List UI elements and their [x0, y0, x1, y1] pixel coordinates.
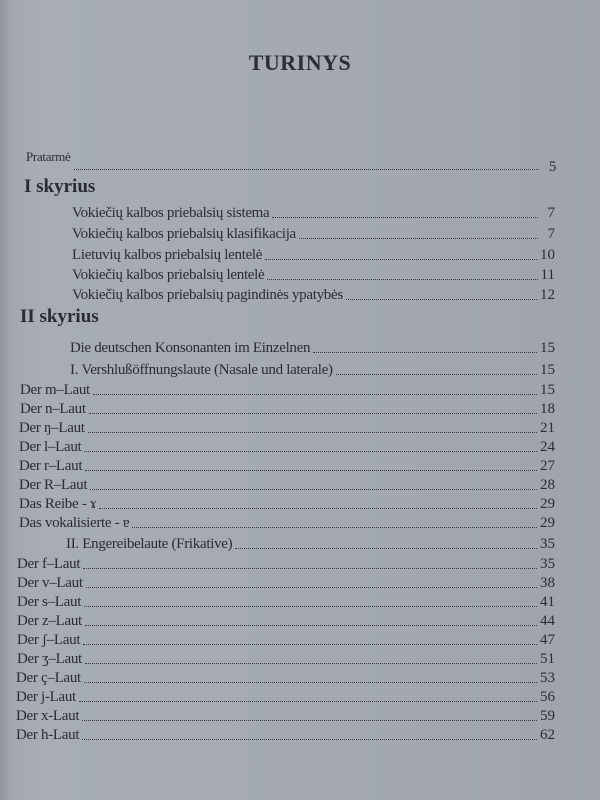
dot-leader [74, 168, 539, 170]
dot-leader [299, 237, 538, 239]
dot-leader [85, 624, 537, 626]
toc-entry [17, 574, 555, 592]
dot-leader [235, 547, 537, 549]
entry-label: Der f–Laut [17, 556, 81, 572]
entry-page: 24 [540, 439, 555, 455]
dot-leader [313, 351, 537, 353]
dot-leader [84, 605, 537, 607]
entry-label: Vokiečių kalbos priebalsių sistema [72, 205, 270, 221]
dot-leader [85, 469, 537, 471]
dot-leader [346, 298, 537, 300]
entry-label: Der j-Laut [16, 689, 76, 705]
entry-label: Lietuvių kalbos priebalsių lentelė [72, 247, 263, 263]
entry-page: 29 [540, 496, 555, 512]
toc-entry [19, 457, 555, 475]
entry-label: Der z–Laut [17, 613, 82, 629]
chapter-heading: I skyrius [24, 176, 96, 197]
entry-page: 53 [540, 670, 555, 686]
chapter-heading: II skyrius [20, 306, 99, 327]
toc-entry [72, 286, 555, 304]
entry-page: 29 [540, 515, 555, 531]
entry-page: 11 [540, 267, 555, 283]
entry-label: I. Vershlußöffnungslaute (Nasale und laterale) [70, 362, 333, 378]
entry-page: 35 [540, 536, 555, 552]
toc-entry [19, 438, 555, 456]
toc-entry [20, 400, 555, 418]
entry-label: Der ʃ–Laut [17, 632, 81, 648]
dot-leader [272, 216, 538, 218]
dot-leader [82, 738, 537, 740]
toc-entry [16, 707, 555, 725]
toc-entry [16, 688, 555, 706]
page-title: TURINYS [248, 50, 352, 75]
entry-page: 15 [540, 340, 555, 356]
dot-leader [84, 450, 537, 452]
entry-label: Der h-Laut [16, 727, 80, 743]
toc-entry-preface [26, 148, 556, 176]
toc-entry [17, 612, 555, 630]
entry-page: 7 [547, 205, 555, 221]
toc-entry [72, 225, 555, 243]
entry-page: 28 [540, 477, 555, 493]
toc-entry [72, 266, 555, 284]
entry-page: 5 [548, 159, 556, 175]
entry-page: 56 [540, 689, 555, 705]
toc-entry-subsection [70, 361, 555, 379]
dot-leader [89, 412, 537, 414]
entry-page: 41 [540, 594, 555, 610]
entry-label: II. Engereibelaute (Frikative) [66, 536, 233, 552]
toc-entry [19, 495, 555, 513]
entry-label: Vokiečių kalbos priebalsių klasifikacija [72, 226, 296, 242]
toc-entry-subsection [70, 339, 555, 357]
entry-label: Vokiečių kalbos priebalsių pagindinės ypatybės [72, 287, 343, 303]
entry-label: Der m–Laut [20, 382, 90, 398]
entry-page: 62 [540, 727, 555, 743]
entry-page: 44 [540, 613, 555, 629]
entry-page: 47 [540, 632, 555, 648]
toc-entry [19, 419, 555, 437]
dot-leader [132, 526, 537, 528]
dot-leader [85, 662, 537, 664]
dot-leader [86, 586, 537, 588]
entry-label: Pratarmė [26, 149, 71, 164]
entry-page: 35 [540, 556, 555, 572]
entry-label: Der r–Laut [19, 458, 83, 474]
entry-label: Vokiečių kalbos priebalsių lentelė [72, 267, 265, 283]
toc-entry [17, 650, 555, 668]
entry-page: 15 [540, 382, 555, 398]
entry-label: Der R–Laut [19, 477, 88, 493]
entry-page: 10 [540, 247, 555, 263]
toc-entry [72, 246, 555, 264]
toc-entry [19, 476, 555, 494]
entry-label: Das Reibe - ɤ [19, 496, 97, 512]
entry-page: 15 [540, 362, 555, 378]
toc-entry [72, 204, 555, 222]
toc-entry [20, 381, 555, 399]
toc-entry [17, 593, 555, 611]
toc-entry [17, 555, 555, 573]
dot-leader [79, 700, 537, 702]
dot-leader [82, 719, 537, 721]
entry-page: 38 [540, 575, 555, 591]
entry-label: Der x-Laut [16, 708, 80, 724]
entry-label: Der l–Laut [19, 439, 82, 455]
dot-leader [99, 507, 537, 509]
entry-label: Der ç–Laut [16, 670, 81, 686]
entry-page: 7 [547, 226, 555, 242]
entry-label: Der ʒ–Laut [17, 651, 82, 667]
entry-label: Der v–Laut [17, 575, 83, 591]
entry-page: 59 [540, 708, 555, 724]
toc-entry [16, 726, 555, 744]
entry-label: Die deutschen Konsonanten im Einzelnen [70, 340, 311, 356]
entry-label: Das vokalisierte - ɐ [19, 515, 130, 531]
toc-entry [19, 514, 555, 532]
dot-leader [336, 373, 537, 375]
dot-leader [84, 681, 537, 683]
entry-label: Der n–Laut [20, 401, 86, 417]
entry-page: 21 [540, 420, 555, 436]
dot-leader [90, 488, 537, 490]
dot-leader [267, 278, 537, 280]
toc-entry-subsection [66, 535, 555, 553]
dot-leader [83, 643, 537, 645]
toc-entry [16, 669, 555, 687]
entry-page: 12 [540, 287, 555, 303]
entry-page: 18 [540, 401, 555, 417]
entry-page: 27 [540, 458, 555, 474]
dot-leader [83, 567, 537, 569]
toc-entry [17, 631, 555, 649]
entry-label: Der ŋ–Laut [19, 420, 85, 436]
dot-leader [265, 258, 537, 260]
entry-label: Der s–Laut [17, 594, 82, 610]
dot-leader [88, 431, 537, 433]
entry-page: 51 [540, 651, 555, 667]
dot-leader [93, 393, 537, 395]
